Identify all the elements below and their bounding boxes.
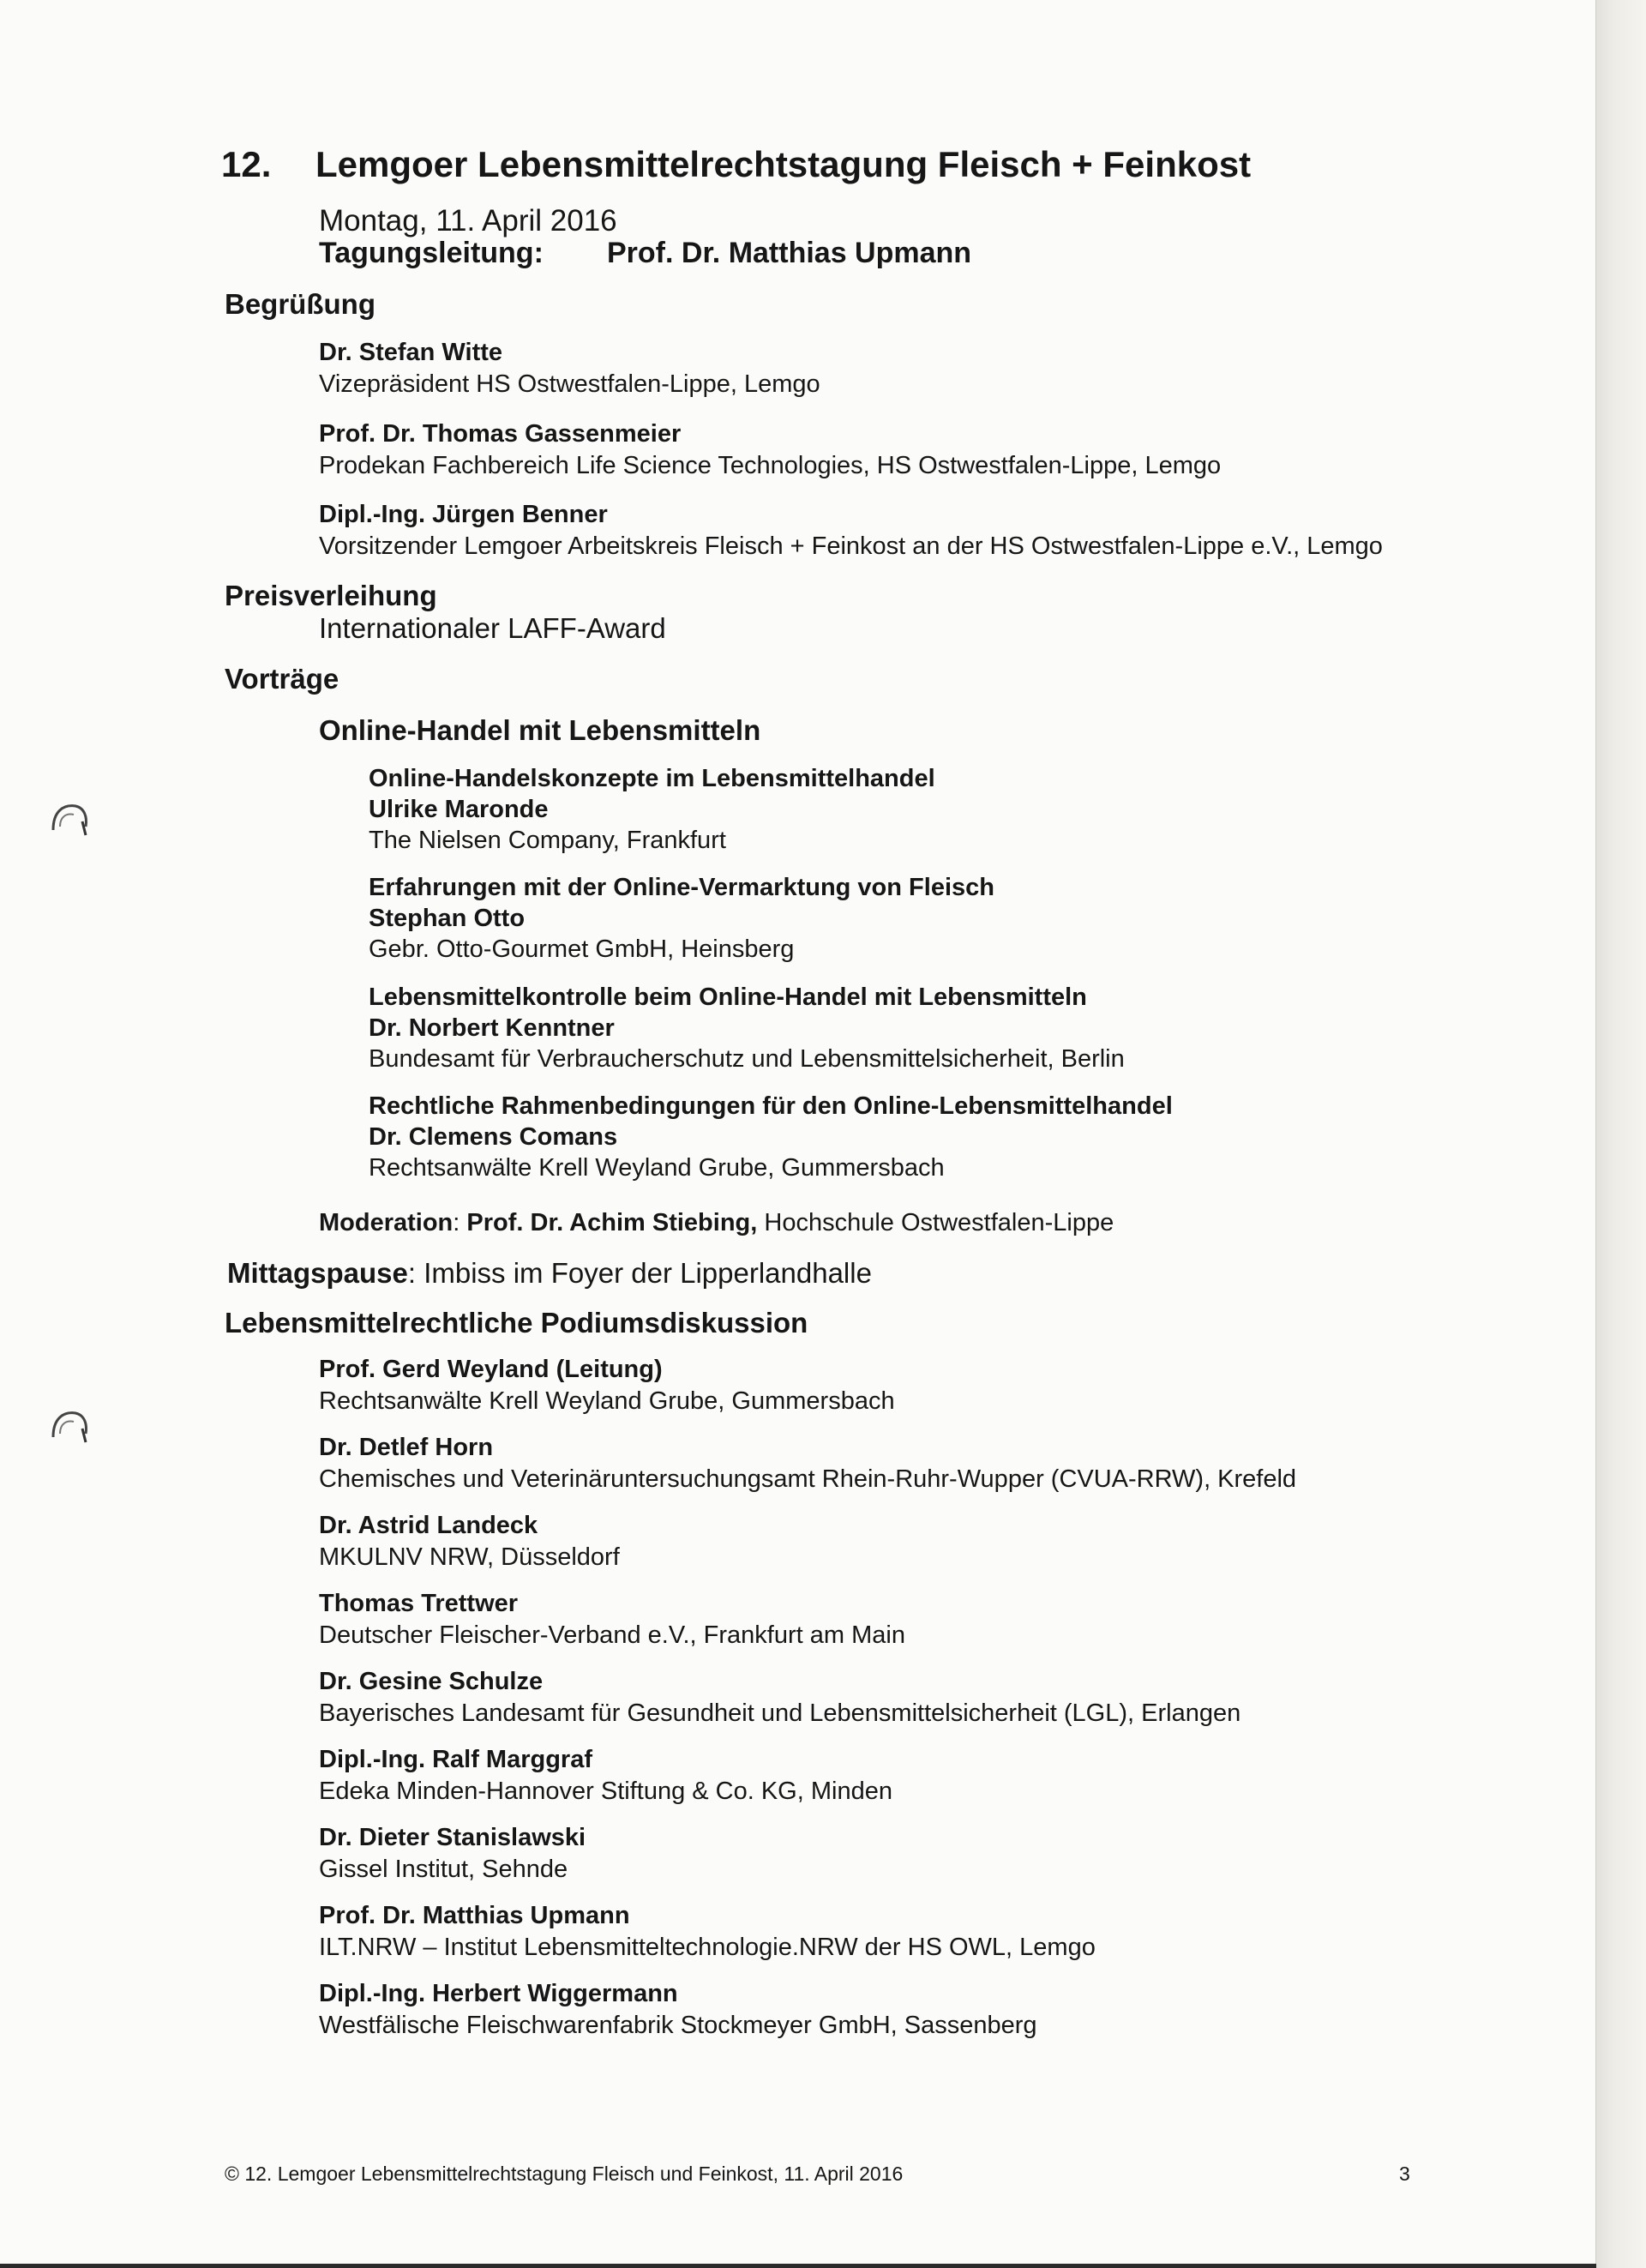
event-date: Montag, 11. April 2016 [319,204,617,238]
member-org: Edeka Minden-Hannover Stiftung & Co. KG, Minden [319,1778,892,1805]
section-heading-award: Preisverleihung [225,580,437,611]
talk-org: Rechtsanwälte Krell Weyland Grube, Gummersbach [369,1154,945,1182]
speaker-name: Prof. Dr. Thomas Gassenmeier [319,420,682,448]
talk-title: Lebensmittelkontrolle beim Online-Handel mit Lebensmitteln [369,984,1087,1011]
page-title [221,144,1251,185]
member-name: Thomas Trettwer [319,1590,519,1617]
bottom-edge [0,2264,1596,2268]
section-heading-talks: Vorträge [225,663,339,695]
talk-speaker: Dr. Clemens Comans [369,1123,618,1151]
lunch-text: Imbiss im Foyer der Lipperlandhalle [424,1257,872,1289]
award-text: Internationaler LAFF-Award [319,612,666,644]
panel-member [319,1432,1296,1495]
member-name: Dipl.-Ing. Herbert Wiggermann [319,1980,678,2007]
moderation-label: Moderation [319,1209,454,1236]
talk-speaker: Dr. Norbert Kenntner [369,1014,615,1042]
panel-member [319,1822,586,1886]
member-org: Rechtsanwälte Krell Weyland Grube, Gummersbach [319,1387,895,1415]
member-name: Dr. Detlef Horn [319,1434,494,1461]
section-heading-greeting: Begrüßung [225,288,375,320]
talk-org: The Nielsen Company, Frankfurt [369,827,726,854]
member-org: Bayerisches Landesamt für Gesundheit und Lebensmittelsicherheit (LGL), Erlangen [319,1699,1241,1727]
page-edge [1595,0,1646,2268]
speaker-name: Dr. Stefan Witte [319,339,503,366]
member-name: Prof. Gerd Weyland (Leitung) [319,1356,663,1383]
talk-title: Erfahrungen mit der Online-Vermarktung von Fleisch [369,874,994,901]
panel-member [319,1666,1241,1730]
talk-speaker: Stephan Otto [369,905,526,932]
member-name: Dr. Dieter Stanislawski [319,1824,586,1851]
greeting-speaker [319,337,820,400]
member-org: Westfälische Fleischwarenfabrik Stockmeyer GmbH, Sassenberg [319,2012,1037,2039]
talk-title: Online-Handelskonzepte im Lebensmittelhandel [369,765,935,792]
panel-member [319,1978,1037,2042]
lunch-line: Mittagspause: Imbiss im Foyer der Lipperlandhalle [227,1257,872,1289]
member-org: ILT.NRW – Institut Lebensmitteltechnologie.NRW der HS OWL, Lemgo [319,1934,1096,1961]
talk-speaker: Ulrike Maronde [369,796,549,823]
moderator-name: Prof. Dr. Achim Stiebing, [466,1209,758,1236]
member-org: Chemisches und Veterinäruntersuchungsamt Rhein-Ruhr-Wupper (CVUA-RRW), Krefeld [319,1465,1297,1493]
page-footer: © 12. Lemgoer Lebensmittelrechtstagung Fleisch und Feinkost, 11. April 2016 [225,2163,904,2185]
title-number: 12. [221,144,272,184]
greeting-speaker [319,499,1383,562]
moderation-line: Moderation: Prof. Dr. Achim Stiebing, Hochschule Ostwestfalen-Lippe [319,1209,1114,1236]
moderator-org: Hochschule Ostwestfalen-Lippe [764,1209,1114,1236]
talk-title: Rechtliche Rahmenbedingungen für den Online-Lebensmittelhandel [369,1092,1173,1120]
binder-hole-icon [48,796,93,840]
speaker-org: Vorsitzender Lemgoer Arbeitskreis Fleisch + Feinkost an der HS Ostwestfalen-Lippe e.V., Lemgo [319,532,1383,560]
talk-item [369,982,1125,1074]
section-heading-panel: Lebensmittelrechtliche Podiumsdiskussion [225,1307,808,1339]
lead-name: Prof. Dr. Matthias Upmann [607,237,972,269]
speaker-org: Prodekan Fachbereich Life Science Technologies, HS Ostwestfalen-Lippe, Lemgo [319,452,1222,479]
title-text: Lemgoer Lebensmittelrechtstagung Fleisch + Feinkost [315,144,1252,184]
panel-member [319,1354,895,1417]
lunch-label: Mittagspause [227,1257,408,1289]
speaker-name: Dipl.-Ing. Jürgen Benner [319,501,608,528]
member-name: Dipl.-Ing. Ralf Marggraf [319,1746,592,1773]
member-name: Dr. Astrid Landeck [319,1512,538,1539]
binder-hole-icon [48,1403,93,1447]
panel-member [319,1744,892,1808]
lead-label: Tagungsleitung: [319,237,544,269]
talks-subheading: Online-Handel mit Lebensmitteln [319,714,761,746]
panel-member [319,1588,905,1651]
member-name: Prof. Dr. Matthias Upmann [319,1902,630,1929]
conference-lead [319,237,971,270]
member-org: Gissel Institut, Sehnde [319,1856,568,1883]
page-number: 3 [1399,2163,1410,2185]
member-org: MKULNV NRW, Düsseldorf [319,1543,620,1571]
talk-org: Gebr. Otto-Gourmet GmbH, Heinsberg [369,935,795,963]
member-org: Deutscher Fleischer-Verband e.V., Frankfurt am Main [319,1621,905,1649]
greeting-speaker [319,418,1221,482]
panel-member [319,1900,1096,1964]
talk-item [369,1091,1173,1183]
speaker-org: Vizepräsident HS Ostwestfalen-Lippe, Lemgo [319,370,820,398]
talk-org: Bundesamt für Verbraucherschutz und Lebensmittelsicherheit, Berlin [369,1045,1125,1073]
talk-item [369,763,935,856]
panel-member [319,1510,620,1573]
member-name: Dr. Gesine Schulze [319,1668,544,1695]
talk-item [369,872,994,965]
